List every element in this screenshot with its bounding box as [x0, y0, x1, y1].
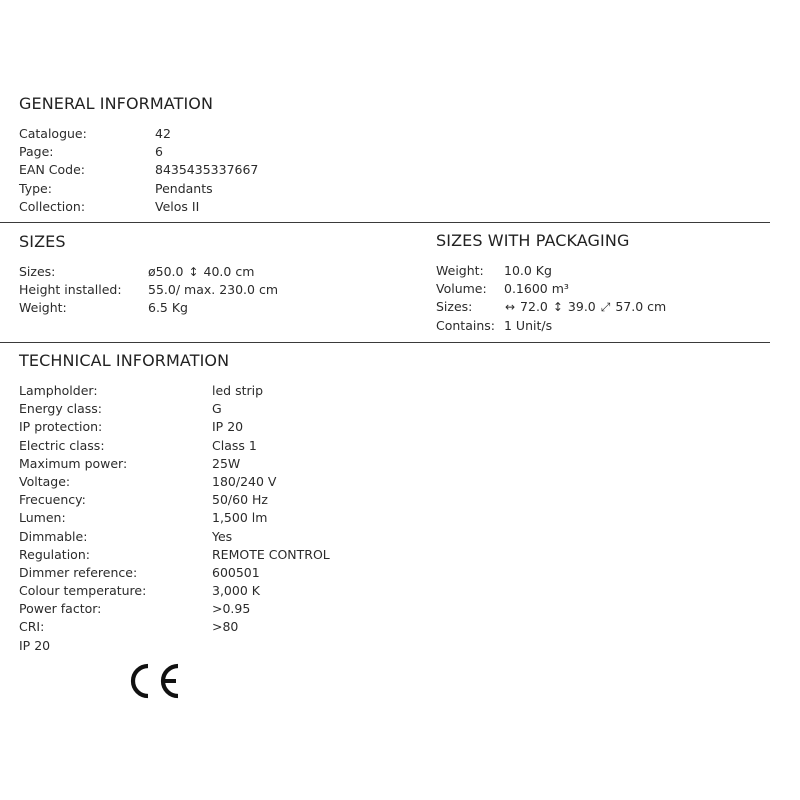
colour-temperature-label: Colour temperature: — [19, 583, 147, 599]
weight-value: 6.5 Kg — [148, 300, 188, 316]
dimmable-label: Dimmable: — [19, 528, 88, 544]
packaging-width-value: 72.0 — [520, 299, 548, 315]
depth-arrow-icon: ⤢ — [600, 300, 611, 315]
cri-label: CRI: — [19, 619, 45, 635]
catalogue-label: Catalogue: — [19, 126, 87, 141]
tech-row-dimmer-reference — [19, 564, 330, 582]
packaging-height-value: 39.0 — [567, 299, 596, 315]
tech-row-energy-class — [19, 400, 330, 418]
height-arrow-icon: ↕ — [552, 300, 563, 315]
electric-class-label: Electric class: — [19, 437, 105, 453]
page-label: Page: — [19, 144, 54, 160]
packaging-sizes-value — [504, 298, 666, 316]
frecuency-value: 50/60 Hz — [212, 492, 268, 508]
packaging-title: SIZES WITH PACKAGING — [436, 231, 630, 250]
tech-row-lampholder — [19, 382, 330, 400]
ip-rating-note: IP 20 — [19, 637, 51, 653]
tech-row-regulation — [19, 546, 330, 564]
tech-row-maximum-power — [19, 455, 330, 473]
dimmable-value: Yes — [212, 528, 233, 544]
voltage-label: Voltage: — [19, 473, 71, 489]
lampholder-label: Lampholder: — [19, 383, 98, 398]
tech-row-electric-class — [19, 437, 330, 455]
ip-protection-label: IP protection: — [19, 419, 103, 435]
general-row-collection — [19, 198, 258, 216]
height-arrow-icon: ↕ — [188, 265, 199, 279]
sizes-list — [19, 263, 278, 318]
collection-value: Velos II — [155, 198, 200, 214]
type-label: Type: — [19, 180, 52, 196]
tech-row-voltage — [19, 473, 330, 491]
page-value: 6 — [155, 144, 163, 160]
cri-value: >80 — [212, 619, 239, 635]
packaging-row-sizes — [436, 298, 666, 316]
regulation-value: REMOTE CONTROL — [212, 546, 330, 562]
technical-information-list — [19, 382, 330, 655]
tech-row-frecuency — [19, 491, 330, 509]
maximum-power-label: Maximum power: — [19, 455, 128, 471]
collection-label: Collection: — [19, 198, 86, 214]
colour-temperature-value: 3,000 K — [212, 583, 260, 599]
packaging-volume-label: Volume: — [436, 281, 487, 297]
ce-mark-icon — [129, 662, 183, 700]
lumen-label: Lumen: — [19, 510, 66, 526]
general-row-type — [19, 180, 258, 198]
sizes-value — [148, 263, 254, 281]
catalogue-value: 42 — [155, 126, 171, 141]
power-factor-value: >0.95 — [212, 601, 251, 617]
type-value: Pendants — [155, 180, 213, 196]
divider-general — [0, 222, 770, 223]
frecuency-label: Frecuency: — [19, 492, 86, 508]
packaging-list — [436, 262, 666, 335]
packaging-sizes-label: Sizes: — [436, 299, 473, 315]
maximum-power-value: 25W — [212, 455, 241, 471]
tech-row-ip-protection — [19, 418, 330, 436]
tech-row-cri — [19, 618, 330, 636]
packaging-row-weight — [436, 262, 666, 280]
general-row-catalogue — [19, 125, 258, 143]
packaging-weight-label: Weight: — [436, 263, 484, 278]
regulation-label: Regulation: — [19, 546, 90, 562]
sizes-label: Sizes: — [19, 264, 56, 279]
width-arrow-icon: ↔ — [505, 300, 516, 315]
tech-row-power-factor — [19, 600, 330, 618]
general-row-ean — [19, 161, 258, 179]
lampholder-value: led strip — [212, 383, 264, 398]
packaging-depth-value: 57.0 cm — [615, 299, 667, 315]
dimmer-reference-value: 600501 — [212, 564, 260, 580]
sizes-row-height-installed — [19, 281, 278, 299]
voltage-value: 180/240 V — [212, 473, 277, 489]
height-installed-value: 55.0/ max. 230.0 cm — [148, 282, 279, 298]
divider-sizes — [0, 342, 770, 343]
weight-label: Weight: — [19, 300, 67, 316]
height-installed-label: Height installed: — [19, 282, 122, 298]
general-information-list — [19, 125, 258, 216]
general-row-page — [19, 143, 258, 161]
energy-class-label: Energy class: — [19, 401, 102, 417]
packaging-row-volume — [436, 280, 666, 298]
tech-row-lumen — [19, 509, 330, 527]
sizes-diameter-value: ø50.0 — [148, 264, 184, 279]
tech-row-colour-temperature — [19, 582, 330, 600]
general-information-title: GENERAL INFORMATION — [19, 94, 214, 113]
energy-class-value: G — [212, 401, 222, 417]
packaging-row-contains — [436, 317, 666, 335]
packaging-contains-label: Contains: — [436, 317, 495, 333]
ean-value: 8435435337667 — [155, 162, 259, 178]
tech-footer-ip-rating — [19, 637, 330, 655]
packaging-contains-value: 1 Unit/s — [504, 317, 553, 333]
sizes-row-dimensions — [19, 263, 278, 281]
electric-class-value: Class 1 — [212, 437, 257, 453]
sizes-height-value: 40.0 cm — [203, 264, 255, 279]
packaging-volume-value: 0.1600 m³ — [504, 281, 569, 297]
lumen-value: 1,500 lm — [212, 510, 268, 526]
packaging-weight-value: 10.0 Kg — [504, 263, 552, 278]
ean-label: EAN Code: — [19, 162, 85, 178]
tech-row-dimmable — [19, 528, 330, 546]
sizes-row-weight — [19, 299, 278, 317]
technical-information-title: TECHNICAL INFORMATION — [19, 351, 230, 370]
sizes-title: SIZES — [19, 232, 66, 251]
dimmer-reference-label: Dimmer reference: — [19, 564, 138, 580]
ip-protection-value: IP 20 — [212, 419, 244, 435]
power-factor-label: Power factor: — [19, 601, 102, 617]
